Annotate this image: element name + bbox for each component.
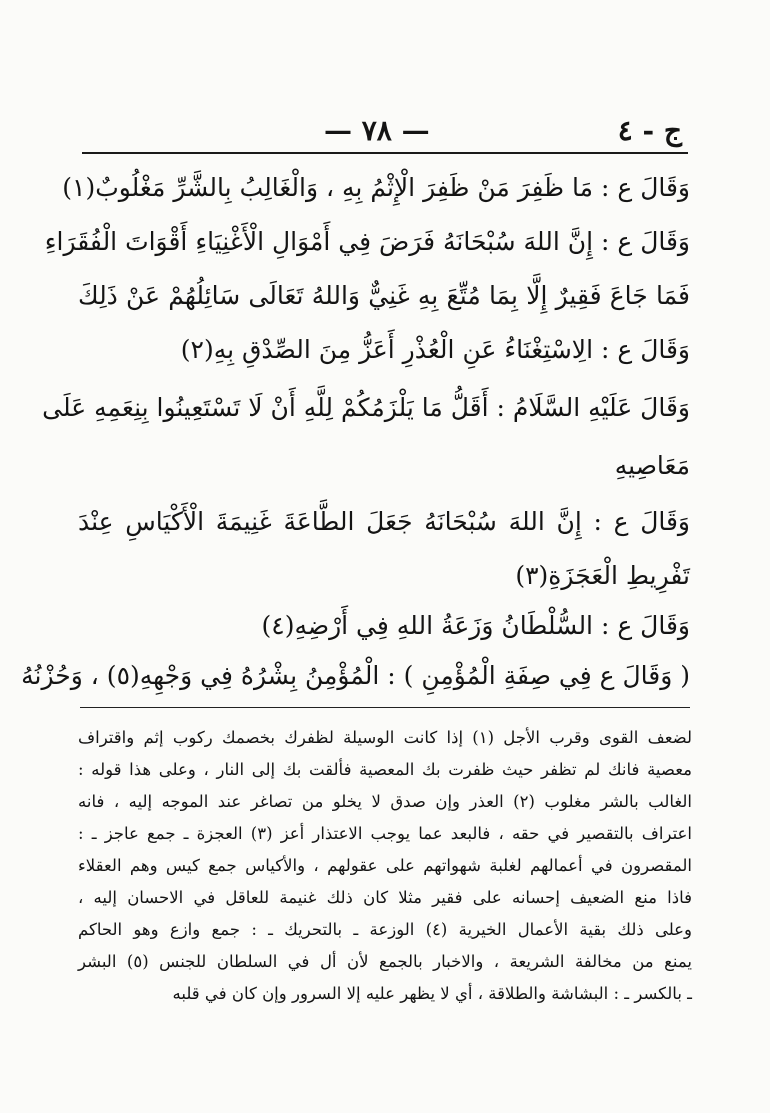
text-line-7: وَقَالَ ع : إِنَّ اللهَ سُبْحَانَهُ جَعَلَ الطَّاعَةَ غَنِيمَةَ الْأَكْيَاسِ عِنْدَ: [78, 507, 691, 536]
text-line-2: وَقَالَ ع : إِنَّ اللهَ سُبْحَانَهُ فَرَضَ فِي أَمْوَالِ الْأَغْنِيَاءِ أَقْوَاتَ الْفُقَرَاءِ: [44, 227, 690, 256]
footnote-line-2: معصية فانك لم تظفر حيث ظفرت بك المعصية فألقت بك إلى النار ، وعلى هذا قوله :: [78, 760, 692, 779]
page-header: [82, 112, 688, 154]
footnote-line-7: وعلى ذلك بقية الأعمال الخيرية (٤) الوزعة ـ بالتحريك ـ : جمع وازع وهو الحاكم: [78, 920, 692, 939]
footnote-line-9: ـ بالكسر ـ : البشاشة والطلاقة ، أي لا يظهر عليه إلا السرور وإن كان في قلبه: [172, 984, 692, 1003]
footnote-line-5: المقصرون في أعمالهم لغلبة شهواتهم على عقولهم ، والأكياس جمع كيس وهم العقلاء: [78, 856, 692, 875]
text-line-9: وَقَالَ ع : السُّلْطَانُ وَزَعَةُ اللهِ فِي أَرْضِهِ(٤): [261, 611, 690, 640]
text-line-6: مَعَاصِيهِ: [614, 451, 690, 480]
footnote-line-3: الغالب بالشر مغلوب (٢) العذر وإن صدق لا يخلو من تصاغر عند الموجه إليه ، فانه: [78, 792, 692, 811]
footnote-line-8: يمنع من مخالفة الشريعة ، والاخبار بالجمع لأن أل في السلطان للجنس (٥) البشر: [78, 952, 692, 971]
text-line-3: فَمَا جَاعَ فَقِيرٌ إِلَّا بِمَا مُتِّعَ بِهِ غَنِيٌّ وَاللهُ تَعَالَى سَائِلُهُمْ عَنْ ذَلِكَ: [78, 281, 690, 310]
text-line-4: وَقَالَ ع : الِاسْتِغْنَاءُ عَنِ الْعُذْرِ أَعَزُّ مِنَ الصِّدْقِ بِهِ(٢): [180, 335, 690, 364]
volume-label: ج - ٤: [617, 114, 682, 147]
footnote-line-6: فاذا منع الضعيف إحسانه على فقير مثلا كان ذلك غنيمة للعاقل في الاحسان إليه ،: [78, 888, 692, 907]
text-line-5: وَقَالَ عَلَيْهِ السَّلَامُ : أَقَلُّ مَا يَلْزَمُكُمْ لِلَّهِ أَنْ لَا تَسْتَعِينُوا بِنِعَمِهِ عَلَى: [42, 393, 690, 422]
page-number: — ٧٨ —: [324, 114, 430, 147]
footnote-divider: [80, 707, 690, 708]
footnote-line-1: لضعف القوى وقرب الأجل (١) إذا كانت الوسيلة لظفرك بخصمك ركوب إثم واقتراف: [78, 728, 692, 747]
text-line-1: وَقَالَ ع : مَا ظَفِرَ مَنْ ظَفِرَ الْإِثْمُ بِهِ ، وَالْغَالِبُ بِالشَّرِّ مَغْلُوبٌ(١): [62, 173, 690, 202]
text-line-10: ( وَقَالَ ع فِي صِفَةِ الْمُؤْمِنِ ) : الْمُؤْمِنُ بِشْرُهُ فِي وَجْهِهِ(٥) ، وَحُزْنُهُ: [21, 661, 690, 690]
footnote-line-4: اعتراف بالتقصير في حقه ، فالبعد عما يوجب الاعتذار أعز (٣) العجزة ـ جمع عاجز ـ :: [78, 824, 692, 843]
text-line-8: تَفْرِيطِ الْعَجَزَةِ(٣): [515, 561, 690, 590]
